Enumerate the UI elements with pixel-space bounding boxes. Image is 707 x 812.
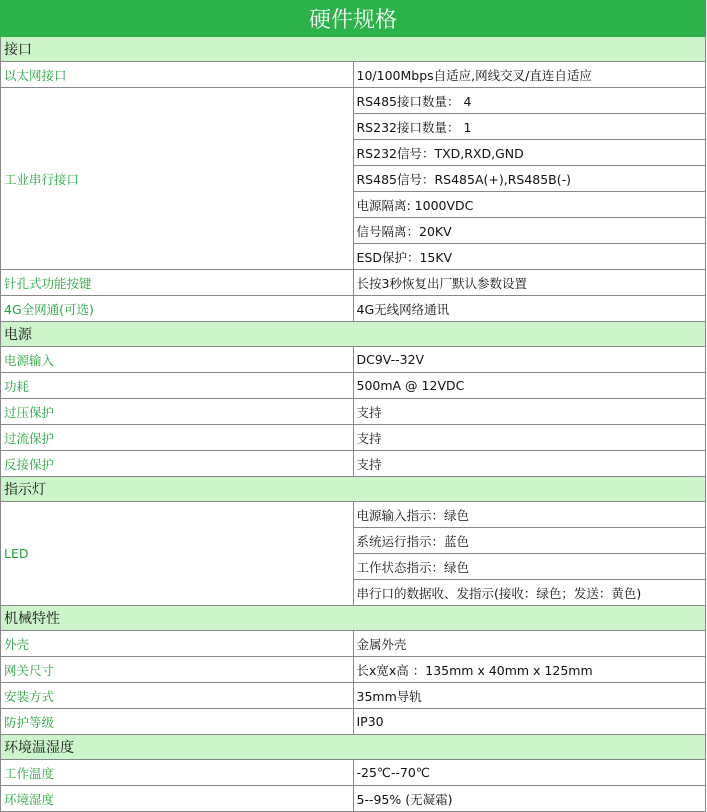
spec-row: [1, 296, 706, 322]
spec-value: ESD保护：15KV: [353, 244, 706, 270]
section-row: [1, 322, 706, 347]
spec-label: 网关尺寸: [1, 657, 354, 683]
spec-title: 硬件规格: [1, 1, 706, 37]
spec-value: 支持: [353, 399, 706, 425]
spec-label: 工业串行接口: [1, 88, 354, 270]
spec-label: 功耗: [1, 373, 354, 399]
spec-row: [1, 62, 706, 88]
section-header: 电源: [1, 322, 706, 347]
spec-value: RS485信号：RS485A(+),RS485B(-): [353, 166, 706, 192]
spec-value: 长x宽x高 ：135mm x 40mm x 125mm: [353, 657, 706, 683]
section-header: 接口: [1, 37, 706, 62]
spec-value: 35mm导轨: [353, 683, 706, 709]
spec-value: 5--95% (无凝霜): [353, 786, 706, 812]
spec-value: 500mA @ 12VDC: [353, 373, 706, 399]
spec-value: 支持: [353, 451, 706, 477]
section-row: [1, 477, 706, 502]
spec-row: [1, 786, 706, 812]
spec-value: 金属外壳: [353, 631, 706, 657]
title-row: [1, 1, 706, 37]
spec-row: [1, 399, 706, 425]
spec-value: 工作状态指示：绿色: [353, 554, 706, 580]
section-row: [1, 37, 706, 62]
spec-label: 过压保护: [1, 399, 354, 425]
spec-value: 电源隔离: 1000VDC: [353, 192, 706, 218]
spec-label: 4G全网通(可选): [1, 296, 354, 322]
section-row: [1, 735, 706, 760]
spec-label: 外壳: [1, 631, 354, 657]
spec-label: 针孔式功能按键: [1, 270, 354, 296]
spec-row: [1, 683, 706, 709]
spec-row: [1, 270, 706, 296]
spec-label: 安装方式: [1, 683, 354, 709]
section-header: 机械特性: [1, 606, 706, 631]
spec-label: 防护等级: [1, 709, 354, 735]
spec-value: IP30: [353, 709, 706, 735]
spec-value: 4G无线网络通讯: [353, 296, 706, 322]
spec-value: RS232接口数量： 1: [353, 114, 706, 140]
spec-value: 电源输入指示：绿色: [353, 502, 706, 528]
spec-value: DC9V--32V: [353, 347, 706, 373]
spec-label: 反接保护: [1, 451, 354, 477]
spec-value: 信号隔离：20KV: [353, 218, 706, 244]
spec-value: RS485接口数量： 4: [353, 88, 706, 114]
spec-row: [1, 347, 706, 373]
section-row: [1, 606, 706, 631]
spec-label: 环境湿度: [1, 786, 354, 812]
spec-value: 长按3秒恢复出厂默认参数设置: [353, 270, 706, 296]
spec-row: [1, 709, 706, 735]
spec-label: 过流保护: [1, 425, 354, 451]
spec-value: 10/100Mbps自适应,网线交叉/直连自适应: [353, 62, 706, 88]
spec-row: [1, 425, 706, 451]
spec-value: RS232信号：TXD,RXD,GND: [353, 140, 706, 166]
spec-label: 以太网接口: [1, 62, 354, 88]
spec-row: [1, 502, 706, 528]
spec-row: [1, 631, 706, 657]
spec-value: 串行口的数据收、发指示(接收：绿色；发送：黄色): [353, 580, 706, 606]
spec-row: [1, 451, 706, 477]
spec-row: [1, 373, 706, 399]
spec-value: 系统运行指示：蓝色: [353, 528, 706, 554]
spec-row: [1, 760, 706, 786]
spec-row: [1, 657, 706, 683]
spec-row: [1, 88, 706, 114]
spec-value: 支持: [353, 425, 706, 451]
section-header: 环境温湿度: [1, 735, 706, 760]
spec-label: 电源输入: [1, 347, 354, 373]
spec-label: 工作温度: [1, 760, 354, 786]
section-header: 指示灯: [1, 477, 706, 502]
spec-label: LED: [1, 502, 354, 606]
spec-value: -25℃--70℃: [353, 760, 706, 786]
